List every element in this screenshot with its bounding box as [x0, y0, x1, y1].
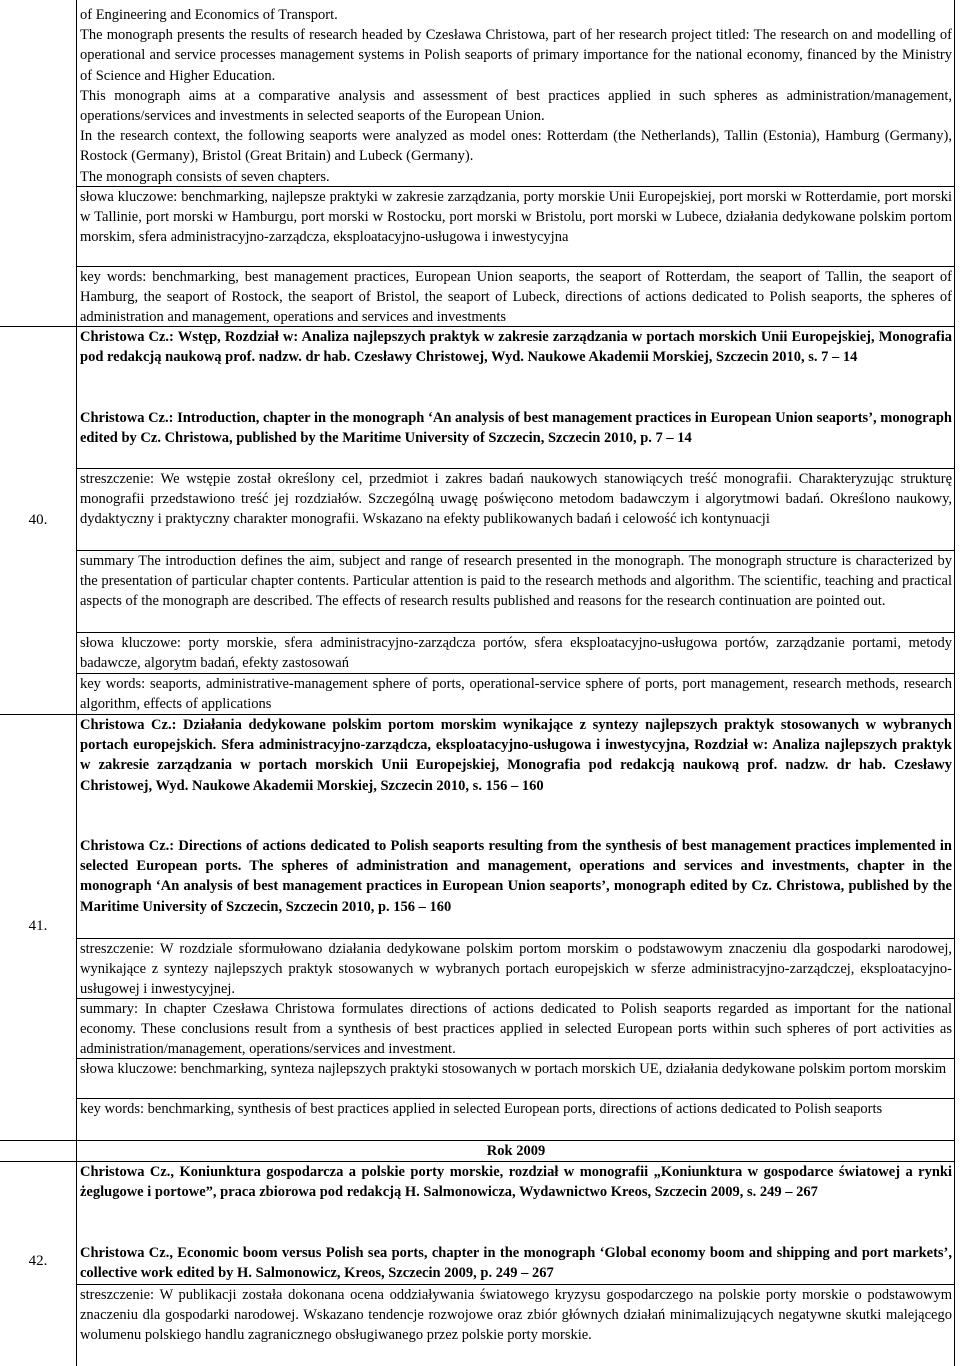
entry-number: 42. [28, 1253, 48, 1269]
keywords-en: key words: benchmarking, synthesis of best practices applied in selected European ports, directions of actions dedicated to Polish seaports [80, 1101, 883, 1117]
summary-text: This monograph aims at a comparative analysis and assessment of best practices applied in such spheres as administration/management, operations/services and investments in selected seaports of the European Union. [80, 87, 952, 125]
entry-number: 41. [28, 918, 48, 934]
year-heading: Rok 2009 [486, 1143, 546, 1159]
entry-number: 40. [28, 512, 48, 528]
summary-text: The monograph consists of seven chapters. [80, 168, 330, 185]
entry-title-en: Christowa Cz.: Directions of actions dedicated to Polish seaports resulting from the synthesis of best management practices implemented in selected European ports. The spheres of administration and management, operations and services and investments, chapter in the monograph ‘An analysis of best management practices in European Union seaports’, monograph edited by Cz. Christowa, published by the Maritime University of Szczecin, Szczecin 2010, p. 156 – 160 [80, 838, 952, 915]
abstract-pl: streszczenie: W publikacji została dokonana ocena oddziaływania światowego kryzysu gospodarczego na polskie porty morskie o podstawowym znaczeniu dla gospodarki narodowej. Wskazano tendencje rozwojowe oraz zbiór głównych działań minimalizujących negatywne skutki malejącego wolumenu polskiego handlu zagranicznego obsługiwanego przez polskie porty morskie. [80, 1287, 952, 1344]
abstract-pl: streszczenie: W rozdziale sformułowano działania dedykowane polskim portom morskim o podstawowym znaczeniu dla gospodarki narodowej, wynikające z syntezy najlepszych praktyk stosowanych w wybranych portach europejskich w sferze administracyjno-zarządczej, eksploatacyjno-usługowej i inwestycyjnej. [80, 941, 952, 998]
summary-text: The monograph presents the results of research headed by Czesława Christowa, part of her research project titled: The research on and modelling of operational and service processes management systems in Polish seaports of primary importance for the national economy, financed by the Ministry of Science and Higher Education. [80, 27, 952, 84]
keywords-pl: słowa kluczowe: benchmarking, najlepsze praktyki w zakresie zarządzania, porty morskie Unii Europejskiej, port morski w Rotterdamie, port morski w Tallinie, port morski w Hamburgu, port morski w Rostocku, port morski w Bristolu, port morski w Lubece, działania dedykowane polskim portom morskim, sfera administracyjno-zarządcza, eksploatacyjno-usługowa i inwestycyjna [80, 189, 952, 246]
summary-text: In the research context, the following seaports were analyzed as model ones: Rotterdam (the Netherlands), Tallin (Estonia), Hamburg (Germany), Rostock (Germany), Bristol (Great Britain) and Lubeck (Germany). [80, 128, 952, 165]
entry-title-pl: Christowa Cz.: Wstęp, Rozdział w: Analiza najlepszych praktyk w zakresie zarządzania w portach morskich Unii Europejskiej, Monografia pod redakcją naukową prof. nadzw. dr hab. Czesławy Christowej, Wyd. Naukowe Akademii Morskiej, Szczecin 2010, s. 7 – 14 [80, 329, 952, 366]
entry-39-continued [80, 5, 952, 187]
keywords-en: key words: seaports, administrative-management sphere of ports, operational-service sphere of ports, port management, research methods, research algorithm, effects of applications [80, 676, 952, 713]
entry-title-en: Christowa Cz.: Introduction, chapter in the monograph ‘An analysis of best management practices in European Union seaports’, monograph edited by Cz. Christowa, published by the Maritime University of Szczecin, Szczecin 2010, p. 7 – 14 [80, 410, 952, 447]
abstract-en: summary: In chapter Czesława Christowa formulates directions of actions dedicated to Polish seaports regarded as important for the national economy. These conclusions result from a synthesis of best practices applied in selected European ports within such spheres of port activities as administration/management, operations/services and investment. [80, 1001, 952, 1058]
keywords-pl: słowa kluczowe: benchmarking, synteza najlepszych praktyki stosowanych w portach morskich UE, działania dedykowane polskim portom morskim [80, 1061, 947, 1077]
keywords-en: key words: benchmarking, best management practices, European Union seaports, the seaport of Rotterdam, the seaport of Tallin, the seaport of Hamburg, the seaport of Rostock, the seaport of Bristol, the seaport of Lubeck, directions of actions dedicated to Polish seaports, the spheres of administration and management, operations and services and investments [80, 269, 952, 326]
entry-title-en: Christowa Cz., Economic boom versus Polish sea ports, chapter in the monograph ‘Global economy boom and shipping and port markets’, collective work edited by H. Salmonowicz, Kreos, Szczecin 2009, p. 249 – 267 [80, 1245, 952, 1282]
abstract-en: summary The introduction defines the aim, subject and range of research presented in the monograph. The monograph structure is characterized by the presentation of particular chapter contents. Particular attention is paid to the research methods and algorithm. The scientific, teaching and practical aspects of the monograph are described. The effects of research results published and reasons for the research continuation are pointed out. [80, 553, 952, 610]
abstract-pl: streszczenie: We wstępie został określony cel, przedmiot i zakres badań naukowych stanowiących treść monografii. Charakteryzując strukturę monografii przedstawiono treść jej rozdziałów. Szczególną uwagę poświęcono metodom badawczym i algorytmowi badań. Określono naukowy, dydaktyczny i praktyczny charakter monografii. Wskazano na efekty publikowanych badań i celowość ich kontynuacji [80, 471, 952, 528]
entry-title-pl: Christowa Cz.: Działania dedykowane polskim portom morskim wynikające z syntezy najlepszych praktyk stosowanych w wybranych portach europejskich. Sfera administracyjno-zarządcza, eksploatacyjno-usługowa i inwestycyjna, Rozdział w: Analiza najlepszych praktyk w zakresie zarządzania w portach morskich Unii Europejskiej, Monografia pod redakcją naukową prof. nadzw. dr hab. Czesławy Christowej, Wyd. Naukowe Akademii Morskiej, Szczecin 2010, s. 156 – 160 [80, 717, 952, 794]
summary-text: of Engineering and Economics of Transport. [80, 7, 338, 23]
keywords-pl: słowa kluczowe: porty morskie, sfera administracyjno-zarządcza portów, sfera eksploatacyjno-usługowa portów, zarządzanie portami, metody badawcze, algorytm badań, efekty zastosowań [80, 635, 952, 672]
entry-title-pl: Christowa Cz., Koniunktura gospodarcza a polskie porty morskie, rozdział w monografii „Koniunktura w gospodarce światowej a rynki żeglugowe i portowe”, praca zbiorowa pod redakcją H. Salmonowicza, Wydawnictwo Kreos, Szczecin 2009, s. 249 – 267 [80, 1164, 952, 1201]
